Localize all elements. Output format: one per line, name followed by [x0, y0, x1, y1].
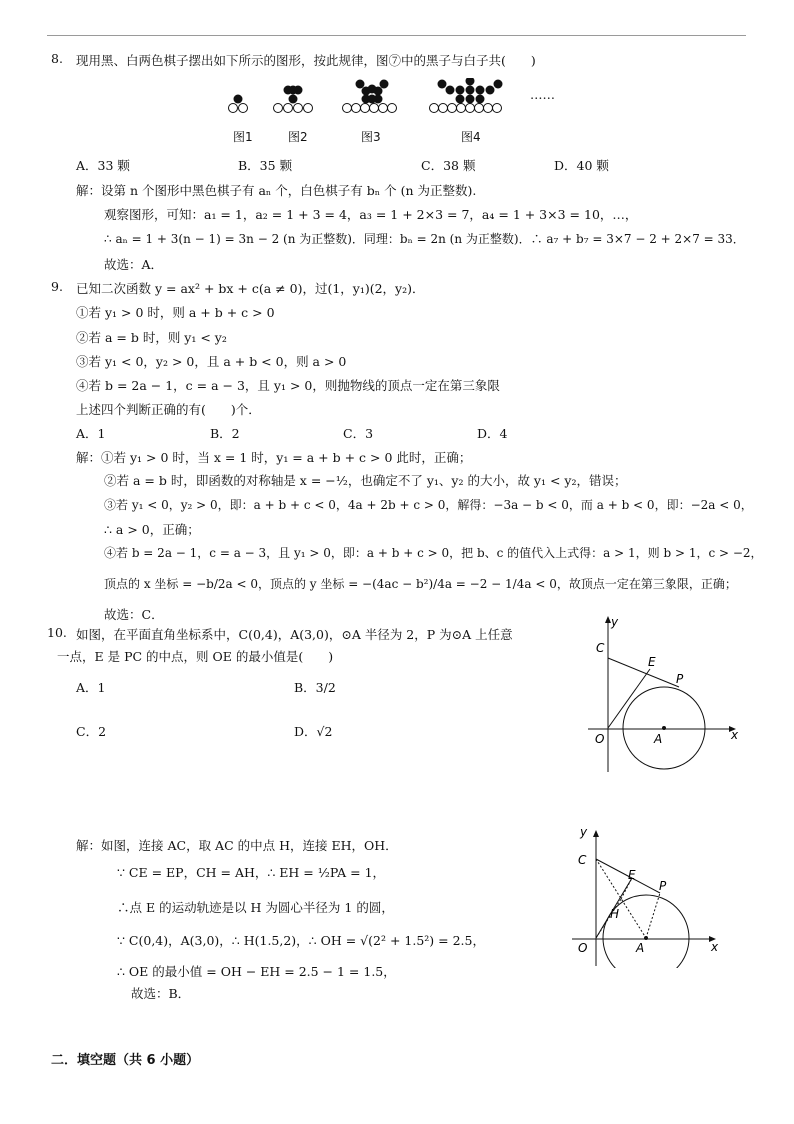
figure-3 [343, 80, 397, 113]
q10-solution-line-6: 故选：B． [131, 986, 191, 1001]
fig2-label-y: y [580, 826, 588, 839]
q9-option-d: D．4 [477, 426, 508, 441]
q9-option-b: B．2 [210, 426, 240, 441]
q8-stem: 现用黑、白两色棋子摆出如下所示的图形，按此规律，图⑦中的黑子与白子共( ) [76, 53, 536, 68]
fig1-label-c: C [596, 641, 605, 655]
q8-fig-label-4: 图4 [461, 130, 481, 144]
q8-option-c: C．38 颗 [421, 158, 476, 173]
figure-1 [229, 95, 248, 113]
q10-solution-line-3: ∴点 E 的运动轨迹是以 H 为圆心半径为 1 的圆， [117, 900, 394, 915]
q9-option-a: A．1 [76, 426, 106, 441]
q8-fig-label-3: 图3 [361, 130, 381, 144]
q8-fig-label-2: 图2 [288, 130, 308, 144]
q8-chess-figures [220, 78, 580, 126]
q9-solution-line-7: 故选：C． [104, 607, 164, 622]
q10-figure [568, 612, 748, 777]
q10-solution-figure [560, 826, 730, 968]
q9-item-1: ①若 y₁ > 0 时，则 a + b + c > 0 [76, 305, 275, 320]
q9-solution-line-1: 解：①若 y₁ > 0 时，当 x = 1 时，y₁ = a + b + c > 0 此时，正确； [76, 450, 472, 465]
q9-stem: 已知二次函数 y = ax² + bx + c(a ≠ 0)，过(1，y₁)(2，y₂)． [76, 281, 425, 296]
fig1-label-e: E [648, 655, 656, 669]
q8-solution-line-3: ∴ aₙ = 1 + 3(n − 1) = 3n − 2 (n 为正整数)．同理：bₙ = 2n (n 为正整数)．∴ a₇ + b₇ = 3×7 − 2 + 2×7 = 33． [104, 232, 745, 246]
fig1-label-x: x [731, 728, 739, 742]
q10-solution-line-2: ∵ CE = EP，CH = AH，∴ EH = ½PA = 1， [117, 865, 386, 880]
q9-solution-line-5: ④若 b = 2a − 1，c = a − 3，且 y₁ > 0，即：a + b + c > 0，把 b、c 的值代入上式得：a > 1，则 b > 1，c > −2， [104, 546, 763, 560]
q9-item-4: ④若 b = 2a − 1，c = a − 3，且 y₁ > 0，则抛物线的顶点一定在第三象限 [76, 378, 500, 393]
header-rule [47, 35, 746, 36]
figure-2 [274, 86, 313, 113]
q8-fig-label-1: 图1 [233, 130, 253, 144]
q8-option-d: D．40 颗 [554, 158, 609, 173]
q8-option-a: A．33 颗 [76, 158, 130, 173]
q8-number: 8. [51, 51, 63, 66]
fig2-label-e: E [628, 868, 636, 882]
q10-number: 10. [47, 625, 67, 640]
q9-item-3: ③若 y₁ < 0，y₂ > 0，且 a + b < 0，则 a > 0 [76, 354, 347, 369]
q9-solution-line-2: ②若 a = b 时，即函数的对称轴是 x = −½，也确定不了 y₁、y₂ 的大小，故 y₁ < y₂，错误； [104, 473, 627, 488]
fig1-label-a: A [654, 732, 663, 746]
fig1-label-o: O [595, 732, 605, 746]
q10-stem-line-2: 一点，E 是 PC 的中点，则 OE 的最小值是( ) [57, 649, 334, 664]
section-2-heading: 二．填空题（共 6 小题） [51, 1053, 200, 1068]
q10-stem-line-1: 如图，在平面直角坐标系中，C(0,4)，A(3,0)，⊙A 半径为 2，P 为⊙A 上任意 [76, 627, 513, 642]
q8-solution-line-4: 故选：A． [104, 257, 164, 272]
q10-option-b: B．3/2 [294, 680, 336, 695]
q10-solution-line-4: ∵ C(0,4)，A(3,0)，∴ H(1.5,2)，∴ OH = √(2² + 1.5²) = 2.5， [117, 933, 485, 948]
fig1-label-p: P [676, 672, 684, 686]
figure-4 [430, 78, 503, 113]
q9-option-c: C．3 [343, 426, 374, 441]
q10-option-c: C．2 [76, 724, 107, 739]
q8-solution-line-2: 观察图形，可知：a₁ = 1，a₂ = 1 + 3 = 4，a₃ = 1 + 2×3 = 7，a₄ = 1 + 3×3 = 10，…， [104, 207, 638, 222]
q8-ellipsis: …… [530, 87, 555, 102]
q9-solution-line-6: 顶点的 x 坐标 = −b/2a < 0，顶点的 y 坐标 = −(4ac − b²)/4a = −2 − 1/4a < 0，故顶点一定在第三象限，正确； [104, 577, 737, 591]
fig2-label-c: C [578, 853, 587, 867]
fig2-label-a: A [636, 941, 645, 955]
fig2-label-x: x [711, 940, 719, 954]
q9-solution-line-4: ∴ a > 0，正确； [104, 522, 200, 537]
q8-solution-line-1: 解：设第 n 个图形中黑色棋子有 aₙ 个，白色棋子有 bₙ 个 (n 为正整数). [76, 183, 477, 198]
fig2-label-h: H [610, 907, 620, 921]
q10-solution-line-1: 解：如图，连接 AC，取 AC 的中点 H，连接 EH，OH． [76, 838, 398, 853]
q10-option-a: A．1 [76, 680, 106, 695]
q10-solution-line-5: ∴ OE 的最小值 = OH − EH = 2.5 − 1 = 1.5， [117, 964, 396, 979]
q10-option-d: D．√2 [294, 724, 333, 739]
q9-item-2: ②若 a = b 时，则 y₁ < y₂ [76, 330, 227, 345]
fig2-label-o: O [578, 941, 588, 955]
q8-option-b: B．35 颗 [238, 158, 293, 173]
fig1-label-y: y [611, 615, 619, 629]
q9-solution-line-3: ③若 y₁ < 0，y₂ > 0，即：a + b + c < 0，4a + 2b + c > 0，解得：−3a − b < 0，而 a + b < 0，即：−2a < 0， [104, 498, 753, 512]
q9-ask: 上述四个判断正确的有( )个． [76, 402, 261, 417]
fig2-label-p: P [659, 879, 667, 893]
q9-number: 9. [51, 279, 63, 294]
